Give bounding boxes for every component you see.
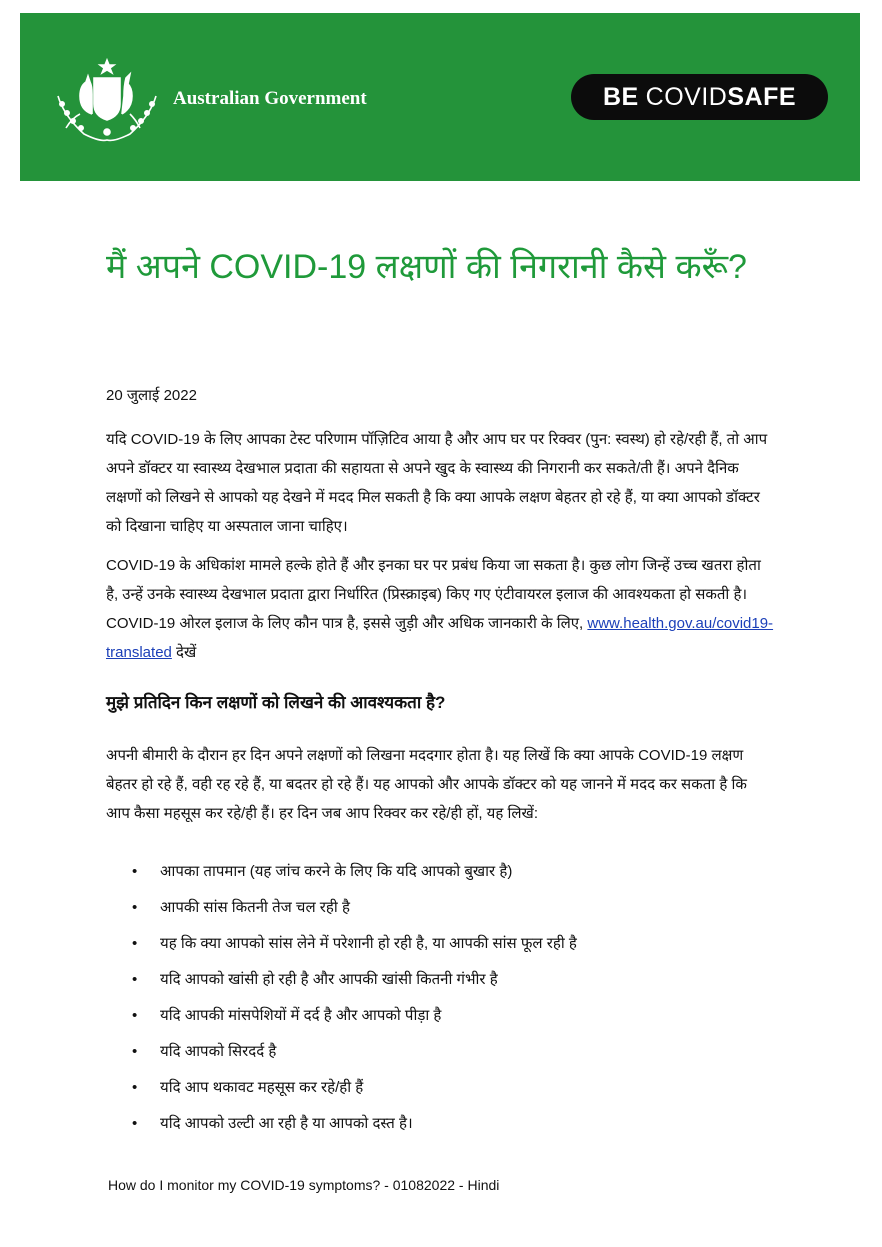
- list-item-text: यदि आप थकावट महसूस कर रहे/ही हैं: [160, 1079, 364, 1096]
- bullet-icon: •: [132, 1043, 138, 1060]
- list-item: [106, 1001, 766, 1037]
- badge-covid: COVID: [645, 82, 728, 111]
- page-title: मैं अपने COVID-19 लक्षणों की निगरानी कैसे करूँ?: [106, 248, 747, 286]
- list-item-text: यदि आपको खांसी हो रही है और आपकी खांसी कितनी गंभीर है: [160, 971, 498, 988]
- health-translated-link[interactable]: www.health.gov.au/covid19-translated: [106, 615, 774, 661]
- list-item-text: यदि आपको उल्टी आ रही है या आपको दस्त है।: [160, 1115, 413, 1132]
- footer-text: How do I monitor my COVID-19 symptoms? - 01082022 - Hindi: [108, 1177, 500, 1193]
- government-name: Australian Government: [173, 88, 367, 109]
- bullet-icon: •: [132, 1079, 138, 1096]
- treatment-text: COVID-19 के अधिकांश मामले हल्के होते हैं और इनका घर पर प्रबंध किया जा सकता है। कुछ लोग जिन्हें उच्च खतरा होता है, उन्हें उनके स्वास्थ्य देखभाल प्रदाता द्वारा निर्धारित (प्रिस्क्राइब) किए गए एंटीवायरल इलाज की आवश्यकता हो सकती है। COVID-19 ओरल इलाज के लिए कौन पात्र है, इससे जुड़ी और अधिक जानकारी के लिए,: [106, 557, 761, 632]
- bullet-icon: •: [132, 935, 138, 952]
- treatment-paragraph: [106, 551, 774, 667]
- list-item: [106, 965, 766, 1001]
- symptoms-heading: मुझे प्रतिदिन किन लक्षणों को लिखने की आवश्यकता है?: [106, 693, 446, 712]
- badge-be: BE: [602, 82, 639, 111]
- bullet-icon: •: [132, 971, 138, 988]
- treatment-suffix: देखें: [176, 644, 197, 661]
- symptoms-paragraph: अपनी बीमारी के दौरान हर दिन अपने लक्षणों को लिखना मददगार होता है। यह लिखें कि क्या आपके COVID-19 लक्षण बेहतर हो रहे हैं, वही रह रहे हैं, या बदतर हो रहे हैं। यह आपको और आपके डॉक्टर को यह जानने में मदद कर सकता है कि आप कैसा महसूस कर रहे/ही हैं। हर दिन जब आप रिक्वर कर रहे/ही हों, यह लिखें:: [106, 747, 747, 822]
- header-banner: [20, 13, 860, 181]
- badge-safe: SAFE: [727, 82, 797, 111]
- intro-paragraph: यदि COVID-19 के लिए आपका टेस्ट परिणाम पॉज़िटिव आया है और आप घर पर रिक्वर (पुन: स्वस्थ) हो रहे/रही हैं, तो आप अपने डॉक्टर या स्वास्थ्य देखभाल प्रदाता की सहायता से अपने खुद के स्वास्थ्य की निगरानी कर सकते/ती हैं। अपने दैनिक लक्षणों को लिखने से आपको यह देखने में मदद मिल सकती है कि क्या आपके लक्षण बेहतर हो रहे हैं, या क्या आपको डॉक्टर को दिखाना चाहिए या अस्पताल जाना चाहिए।: [106, 431, 768, 535]
- bullet-icon: •: [132, 863, 138, 880]
- be-covidsafe-badge: [571, 74, 828, 120]
- bullet-icon: •: [132, 1007, 138, 1024]
- list-item: [106, 893, 766, 929]
- list-item-text: आपकी सांस कितनी तेज चल रही है: [160, 899, 350, 916]
- bullet-icon: •: [132, 1115, 138, 1132]
- list-item: [106, 857, 766, 893]
- coat-of-arms-icon: [50, 56, 165, 148]
- list-item: [106, 1037, 766, 1073]
- publish-date: 20 जुलाई 2022: [106, 387, 197, 404]
- list-item-text: यदि आपकी मांसपेशियों में दर्द है और आपको पीड़ा है: [160, 1007, 442, 1024]
- list-item: [106, 1073, 766, 1109]
- list-item-text: यह कि क्या आपको सांस लेने में परेशानी हो रही है, या आपकी सांस फूल रही है: [160, 935, 577, 952]
- symptoms-list: [106, 857, 766, 1145]
- list-item: [106, 1109, 766, 1145]
- bullet-icon: •: [132, 899, 138, 916]
- list-item-text: यदि आपको सिरदर्द है: [160, 1043, 277, 1060]
- list-item: [106, 929, 766, 965]
- list-item-text: आपका तापमान (यह जांच करने के लिए कि यदि आपको बुखार है): [160, 863, 513, 880]
